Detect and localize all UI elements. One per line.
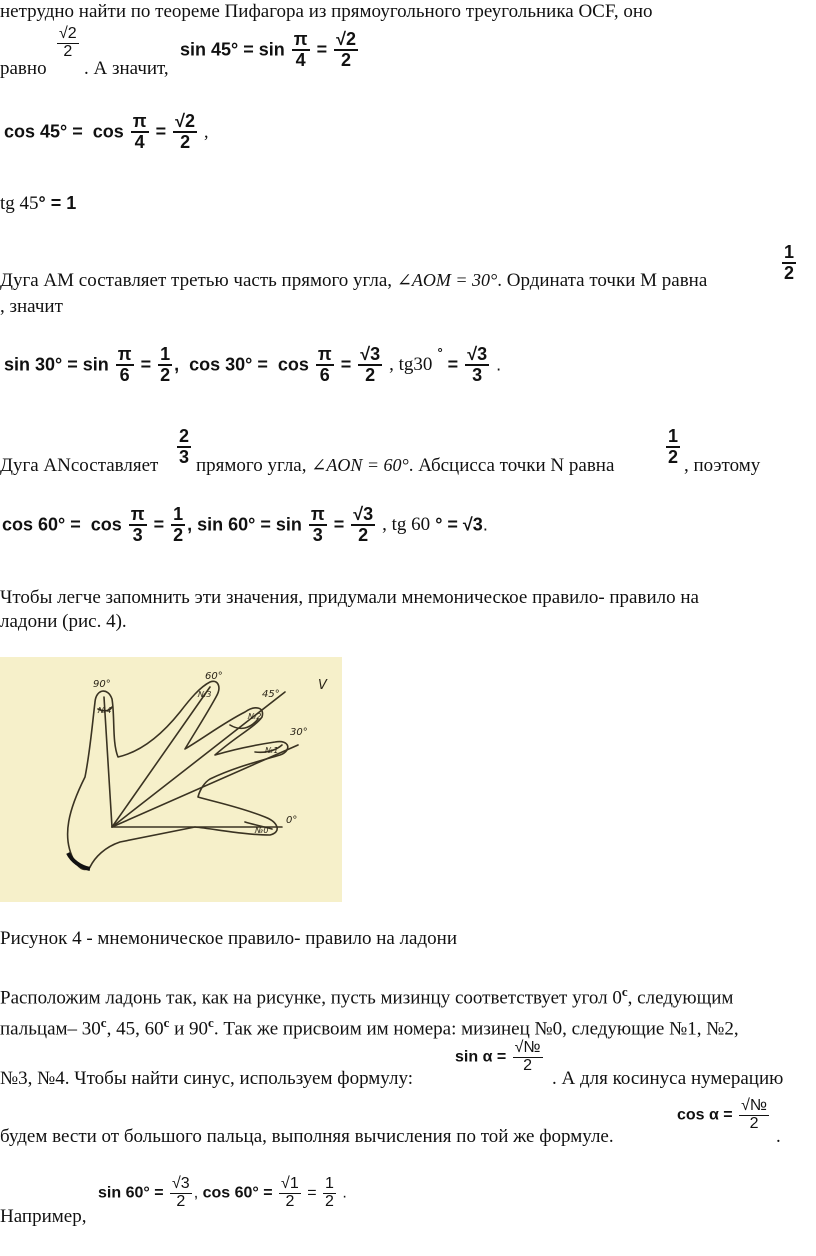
hand-shadow (68, 853, 90, 869)
label-v: V (318, 678, 327, 693)
label-45: 45° (262, 689, 280, 700)
label-60: 60° (205, 671, 223, 682)
label-n2: №2 (248, 712, 262, 721)
formula-cos45: cos 45° = cos $\frac{\pi}{4}$ = $\frac{√2}{2}$ , (4, 111, 209, 152)
text-line-2-suffix: . А значит, (84, 58, 169, 79)
text-line-1: нетрудно найти по теореме Пифагора из прямоугольного треугольника OCF, оно (0, 1, 653, 22)
formula-sin-alpha: sin α = $\frac{√№}{2}$ (455, 1039, 541, 1074)
ray-90 (104, 697, 112, 827)
formula-60-group: cos 60° = cos $\frac{\pi}{3}$ = $\frac{1}{2}$ , sin 60° = sin $\frac{\pi}{3}$ = $\frac{√3}{2}$ , tg 60 ° = √3. (2, 504, 488, 545)
hand-para-line-4-end: . (776, 1126, 781, 1147)
formula-tg45: tg 45° = 1 (0, 193, 77, 214)
paragraph-rule-2: ладони (рис. 4). (0, 611, 127, 632)
fraction-two-thirds: $\frac{2}{3}$ (179, 426, 190, 467)
text-line-2-prefix: равно (0, 58, 47, 79)
label-n4: №4 (98, 706, 112, 715)
hand-para-line-3: №3, №4. Чтобы найти синус, используем формулу: (0, 1068, 413, 1089)
angle-aom: ∠AOM = 30° (396, 270, 498, 290)
formula-cos-alpha: cos α = $\frac{√№}{2}$ (677, 1097, 768, 1132)
paragraph-am: Дуга AM составляет третью часть прямого угла, ∠AOM = 30°. Ордината точки M равна (0, 270, 708, 291)
formula-sin45: sin 45° = sin $\frac{\pi}{4}$ = $\frac{√2}{2}$ (180, 29, 356, 70)
text-poetomu: , поэтому (684, 455, 761, 476)
hand-para-line-2: пальцам– $30^с$, 45, $60^с$ и $90^с$. Так же присвоим им номера: мизинец №0, следующие №1, №2, (0, 1015, 739, 1040)
label-0: 0° (286, 815, 298, 826)
formula-30-group: sin 30° = sin $\frac{\pi}{6}$ = $\frac{1}{2}$ , cos 30° = cos $\frac{\pi}{6}$ = $\frac{√3}{2}$ , tg30 ° = $\frac{√3}{3}$ . (4, 344, 502, 385)
paragraph-rule-1: Чтобы легче запомнить эти значения, придумали мнемоническое правило- правило на (0, 587, 699, 608)
formula-example: sin 60° = $\frac{√3}{2}$ , cos 60° = $\frac{√1}{2}$ = $\frac{1}{2}$ . (98, 1175, 347, 1210)
fraction-root2-over-2: $\frac{√2}{2}$ (59, 25, 77, 60)
hand-drawing (0, 657, 342, 902)
fraction-one-half-n: $\frac{1}{2}$ (668, 426, 679, 467)
label-90: 90° (93, 679, 111, 690)
hand-para-line-3-end: . А для косинуса нумерацию (552, 1068, 784, 1089)
figure-caption: Рисунок 4 - мнемоническое правило- правило на ладони (0, 928, 457, 949)
example-prefix: Например, (0, 1206, 87, 1227)
paragraph-an: Дуга ANсоставляет (0, 455, 159, 476)
fraction-one-half: $\frac{1}{2}$ (784, 242, 795, 283)
label-n1: №1 (265, 746, 279, 755)
label-n3: №3 (198, 690, 212, 699)
hand-figure (0, 657, 342, 902)
angle-aon: ∠AON = 60° (311, 455, 409, 475)
label-30: 30° (290, 727, 308, 738)
hand-para-line-4: будем вести от большого пальца, выполняя вычисления по той же формуле. (0, 1126, 614, 1147)
paragraph-an-mid: прямого угла, ∠AON = 60°. Абсцисса точки N равна (196, 455, 615, 476)
label-n0: №0 (255, 826, 269, 835)
hand-para-line-1: Расположим ладонь так, как на рисунке, пусть мизинцу соответствует угол $0^с$, следующим (0, 984, 734, 1009)
text-znachit: , значит (0, 296, 63, 317)
